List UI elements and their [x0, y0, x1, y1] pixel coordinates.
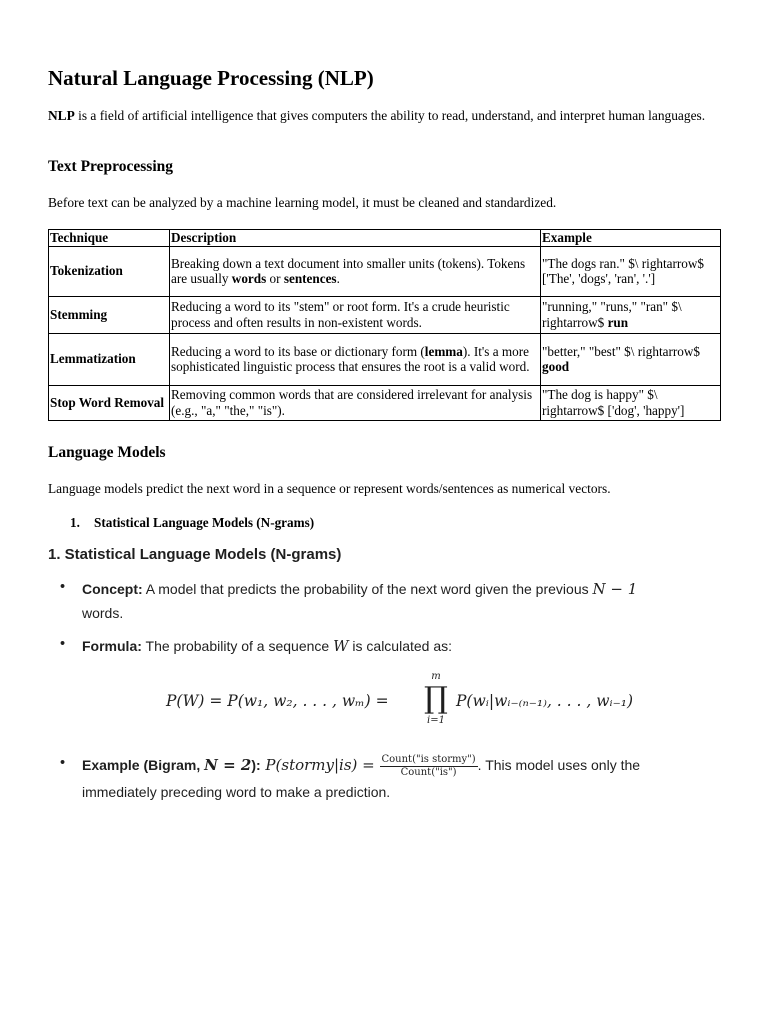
- description-cell: [170, 246, 541, 296]
- table-row: [49, 246, 721, 296]
- preprocessing-paragraph: Before text can be analyzed by a machine learning model, it must be cleaned and standardized.: [48, 195, 557, 210]
- technique-cell: Stemming: [49, 296, 170, 333]
- desc-text: Breaking down a text document into smaller units (tokens). Tokens are usually: [171, 255, 526, 286]
- concept-text: A model that predicts the probability of the next word given the previous: [142, 581, 593, 597]
- fraction-denominator: Count("is"): [400, 766, 457, 778]
- example-line: [82, 753, 640, 779]
- desc-text: ). It's a more sophisticated linguistic process that ensures the root is a valid word.: [171, 343, 530, 374]
- formula-left: P(W) = P(w₁, w₂, . . . , wₘ) =: [166, 692, 389, 710]
- probability-formula: [166, 672, 636, 734]
- desc-text: .: [336, 271, 340, 286]
- list-item: [70, 515, 314, 531]
- bullet-dot: •: [60, 755, 66, 771]
- description-cell: [170, 333, 541, 385]
- product-symbol: ∏: [424, 681, 448, 716]
- bullet-dot: •: [60, 579, 66, 595]
- fraction-numerator: Count("is stormy"): [381, 753, 476, 765]
- example-text: . This model uses only the: [477, 757, 641, 773]
- embedded-screenshot: [48, 540, 728, 810]
- product-lower: i=1: [427, 715, 445, 726]
- product-operator: [421, 672, 451, 726]
- example-probability: P(stormy|is) =: [260, 756, 380, 774]
- intro-bold-term: NLP: [48, 108, 75, 123]
- desc-text: or: [266, 271, 284, 286]
- product-upper: m: [431, 671, 441, 682]
- example-bold: run: [607, 314, 629, 330]
- description-cell: [170, 385, 541, 420]
- section-heading-language-models: Language Models: [48, 444, 166, 461]
- desc-text: Reducing a word to its "stem" or root form. It's a crude heuristic process and often results in non-existent words.: [171, 299, 510, 330]
- bullet-dot: •: [60, 636, 66, 652]
- formula-text: The probability of a sequence: [141, 638, 334, 654]
- example-math: N = 2: [204, 756, 252, 774]
- example-label: Example (Bigram,: [82, 757, 205, 773]
- desc-bold: words: [231, 271, 267, 286]
- example-cell: [541, 246, 721, 296]
- page-title: Natural Language Processing (NLP): [48, 66, 374, 90]
- concept-label: Concept:: [82, 581, 143, 597]
- table-row: [49, 333, 721, 385]
- embedded-title: 1. Statistical Language Models (N-grams): [48, 546, 342, 563]
- table-row: [49, 296, 721, 333]
- description-cell: [170, 296, 541, 333]
- example-label-end: ):: [251, 757, 261, 773]
- technique-cell: Tokenization: [49, 246, 170, 296]
- intro-paragraph: [48, 108, 720, 124]
- technique-cell: Lemmatization: [49, 333, 170, 385]
- formula-label: Formula:: [82, 638, 142, 654]
- count-fraction: [380, 754, 478, 779]
- concept-line: [82, 577, 637, 601]
- concept-line-end: words.: [82, 605, 124, 621]
- intro-text: is a field of artificial intelligence that gives computers the ability to read, understand, and interpret human languages.: [74, 108, 706, 123]
- table-header-description: Description: [170, 230, 541, 247]
- section-heading-preprocessing: Text Preprocessing: [48, 158, 173, 175]
- example-text: "better," "best" $\ rightarrow$: [542, 343, 700, 359]
- technique-cell: Stop Word Removal: [49, 385, 170, 420]
- list-number: 1.: [70, 515, 80, 530]
- formula-var: W: [333, 637, 349, 655]
- table-header-technique: Technique: [49, 230, 170, 247]
- example-cell: [541, 385, 721, 420]
- concept-math: N − 1: [592, 580, 638, 598]
- example-text: "The dogs ran." $\ rightarrow$ ['The', 'dogs', 'ran', '.']: [542, 255, 705, 286]
- formula-line: [82, 634, 452, 658]
- desc-text: Removing common words that are considered irrelevant for analysis (e.g., "a," "the," "is").: [171, 387, 533, 418]
- example-line-end: immediately preceding word to make a prediction.: [82, 784, 391, 800]
- example-text: "The dog is happy" $\ rightarrow$ ['dog', 'happy']: [542, 387, 685, 418]
- example-text: "running," "runs," "ran" $\ rightarrow$: [542, 299, 682, 330]
- language-models-paragraph: Language models predict the next word in a sequence or represent words/sentences as numerical vectors.: [48, 481, 611, 496]
- list-item-text: Statistical Language Models (N-grams): [94, 515, 315, 530]
- desc-bold: sentences: [283, 271, 337, 286]
- example-cell: [541, 333, 721, 385]
- preprocessing-table: [48, 229, 721, 421]
- desc-bold: lemma: [424, 343, 463, 359]
- table-header-example: Example: [541, 230, 721, 247]
- example-cell: [541, 296, 721, 333]
- desc-text: Reducing a word to its base or dictionary form (: [171, 343, 425, 359]
- table-row: [49, 385, 721, 420]
- formula-end: is calculated as:: [348, 638, 453, 654]
- example-bold: good: [542, 359, 570, 374]
- table-header-row: [49, 230, 721, 247]
- formula-right: P(wᵢ|wᵢ₋₍ₙ₋₁₎, . . . , wᵢ₋₁): [456, 692, 634, 710]
